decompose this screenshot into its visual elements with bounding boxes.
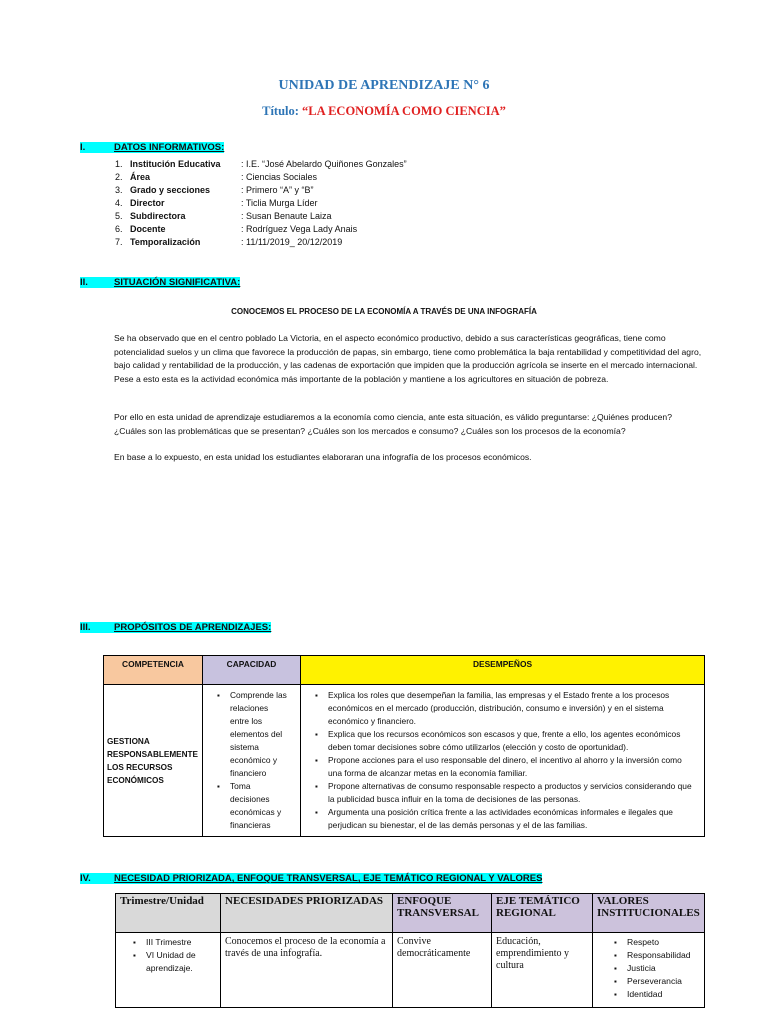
list-item: 7. Temporalización : 11/11/2019_ 20/12/2019 xyxy=(115,236,343,247)
section-title: NECESIDAD PRIORIZADA, ENFOQUE TRANSVERSAL, EJE TEMÁTICO REGIONAL Y VALORES xyxy=(114,873,543,884)
necesidad-cell: Conocemos el proceso de la economía a través de una infografía. xyxy=(221,933,393,1008)
trimestre-cell xyxy=(116,933,221,1008)
section-number: II. xyxy=(80,277,114,288)
list-item: ▪ Identidad xyxy=(627,988,696,1001)
table-row xyxy=(104,685,705,837)
item-label: Área xyxy=(130,171,151,182)
item-value: : 11/11/2019_ 20/12/2019 xyxy=(241,236,343,247)
list-item: ▪ Responsabilidad xyxy=(627,949,696,962)
situation-subheading: CONOCEMOS EL PROCESO DE LA ECONOMÍA A TRAVÉS DE UNA INFOGRAFÍA xyxy=(231,307,537,316)
item-value: : I.E. “José Abelardo Quiñones Gonzales” xyxy=(241,158,407,169)
datos-informativos-list xyxy=(115,157,407,248)
paragraph: Por ello en esta unidad de aprendizaje estudiaremos a la economía como ciencia, ante esta situación, es válido preguntarse: ¿Quiénes producen? ¿Cuáles son las problemáticas que se presentan? ¿Cuáles son los mercados e consumo? ¿Cuáles son los procesos de la economía? xyxy=(114,412,672,436)
header-valores: VALORES INSTITUCIONALES xyxy=(593,894,705,933)
subtitle-value: “LA ECONOMÍA COMO CIENCIA” xyxy=(302,104,506,118)
header-desempenos: DESEMPEÑOS xyxy=(301,656,705,685)
enfoque-cell: Convive democráticamente xyxy=(393,933,492,1008)
section-2-heading xyxy=(80,277,240,288)
list-item: ▪ Comprende las relaciones entre los elementos del sistema económico y financiero xyxy=(230,689,295,780)
header-enfoque: ENFOQUE TRANSVERSAL xyxy=(393,894,492,933)
list-item: ▪ Propone acciones para el uso responsable del dinero, el incentivo al ahorro y la inversión como una forma de alcanzar metas en la economía familiar. xyxy=(328,754,697,780)
item-label: Director xyxy=(130,197,165,208)
section-4-heading xyxy=(80,873,542,884)
necesidad-table xyxy=(115,893,705,1008)
header-eje: EJE TEMÁTICO REGIONAL xyxy=(492,894,593,933)
list-item: ▪ III Trimestre xyxy=(146,936,212,949)
propositos-table xyxy=(103,655,705,837)
section-number: IV. xyxy=(80,873,114,884)
item-value: : Ciencias Sociales xyxy=(241,171,318,182)
section-title: SITUACIÓN SIGNIFICATIVA: xyxy=(114,277,241,288)
table-row xyxy=(116,933,705,1008)
list-item: ▪ Justicia xyxy=(627,962,696,975)
header-capacidad: CAPACIDAD xyxy=(203,656,301,685)
list-item: ▪ Perseverancia xyxy=(627,975,696,988)
item-label: Subdirectora xyxy=(130,210,186,221)
list-item: ▪ Propone alternativas de consumo responsable respecto a productos y servicios considerando que la publicidad busca influir en la toma de decisiones de las personas. xyxy=(328,780,697,806)
paragraph: Se ha observado que en el centro poblado La Victoria, en el aspecto económico productivo, debido a sus características geográficas, tiene como potencialidad suelos y un clima que favorece la producción de papas, sin embargo, tiene como problemática la baja rentabilidad y competitividad del agro, bajo calidad y rentabilidad de la producción, y las cadenas de exportación que impiden que la producción agrícola se inserte en el mercado internacional. Pese a esto esta es la actividad económica más importante de la población y mantiene a los agricultores en situación de pobreza. xyxy=(114,333,702,384)
list-item: ▪ Toma decisiones económicas y financieras xyxy=(230,780,295,832)
section-title: PROPÓSITOS DE APRENDIZAJES: xyxy=(114,622,272,633)
list-item: ▪ VI Unidad de aprendizaje. xyxy=(146,949,212,975)
valores-cell xyxy=(593,933,705,1008)
item-label: Temporalización xyxy=(130,236,201,247)
competencia-cell: GESTIONA RESPONSABLEMENTE LOS RECURSOS ECONÓMICOS xyxy=(104,685,203,837)
list-item: 4. Director : Ticlia Murga Líder xyxy=(115,197,318,208)
list-item: 5. Subdirectora : Susan Benaute Laiza xyxy=(115,210,332,221)
item-value: : Rodríguez Vega Lady Anais xyxy=(241,223,358,234)
header-competencia: COMPETENCIA xyxy=(104,656,203,685)
list-item: 6. Docente : Rodríguez Vega Lady Anais xyxy=(115,223,358,234)
subtitle-label: Título: xyxy=(262,104,299,118)
item-value: : Susan Benaute Laiza xyxy=(241,210,332,221)
list-item: 2. Área : Ciencias Sociales xyxy=(115,171,318,182)
document-title: UNIDAD DE APRENDIZAJE N° 6 xyxy=(278,78,490,93)
item-value: : Ticlia Murga Líder xyxy=(241,197,318,208)
section-title: DATOS INFORMATIVOS: xyxy=(114,142,225,153)
table-header-row xyxy=(104,656,705,685)
item-label: Grado y secciones xyxy=(130,184,211,195)
section-3-heading xyxy=(80,622,271,633)
item-label: Docente xyxy=(130,223,166,234)
list-item: ▪ Argumenta una posición crítica frente a las actividades económicas informales e ilegales que perjudican su bienestar, el de las demás personas y el de las familias. xyxy=(328,806,697,832)
table-header-row xyxy=(116,894,705,933)
paragraph: En base a lo expuesto, en esta unidad los estudiantes elaboraran una infografía de los procesos económicos. xyxy=(114,452,532,462)
list-item: ▪ Explica que los recursos económicos son escasos y que, frente a ello, los agentes económicos deben tomar decisiones sobre cómo utilizarlos (elección y costo de oportunidad). xyxy=(328,728,697,754)
item-value: : Primero “A” y “B” xyxy=(241,184,314,195)
list-item: ▪ Respeto xyxy=(627,936,696,949)
list-item: ▪ Explica los roles que desempeñan la familia, las empresas y el Estado frente a los procesos económicos en el mercado (producción, distribución, consumo e inversión) y en el sistema económico y financiero. xyxy=(328,689,697,728)
desempenos-cell xyxy=(301,685,705,837)
document-subtitle xyxy=(0,104,768,119)
header-necesidades: NECESIDADES PRIORIZADAS xyxy=(221,894,393,933)
section-number: I. xyxy=(80,142,114,153)
list-item: 3. Grado y secciones : Primero “A” y “B” xyxy=(115,184,314,195)
section-1-heading xyxy=(80,142,224,153)
capacidad-cell xyxy=(203,685,301,837)
list-item: 1. Institución Educativa : I.E. “José Abelardo Quiñones Gonzales” xyxy=(115,158,407,169)
item-label: Institución Educativa xyxy=(130,158,221,169)
header-trimestre: Trimestre/Unidad xyxy=(116,894,221,933)
section-number: III. xyxy=(80,622,114,633)
eje-cell: Educación, emprendimiento y cultura xyxy=(492,933,593,1008)
